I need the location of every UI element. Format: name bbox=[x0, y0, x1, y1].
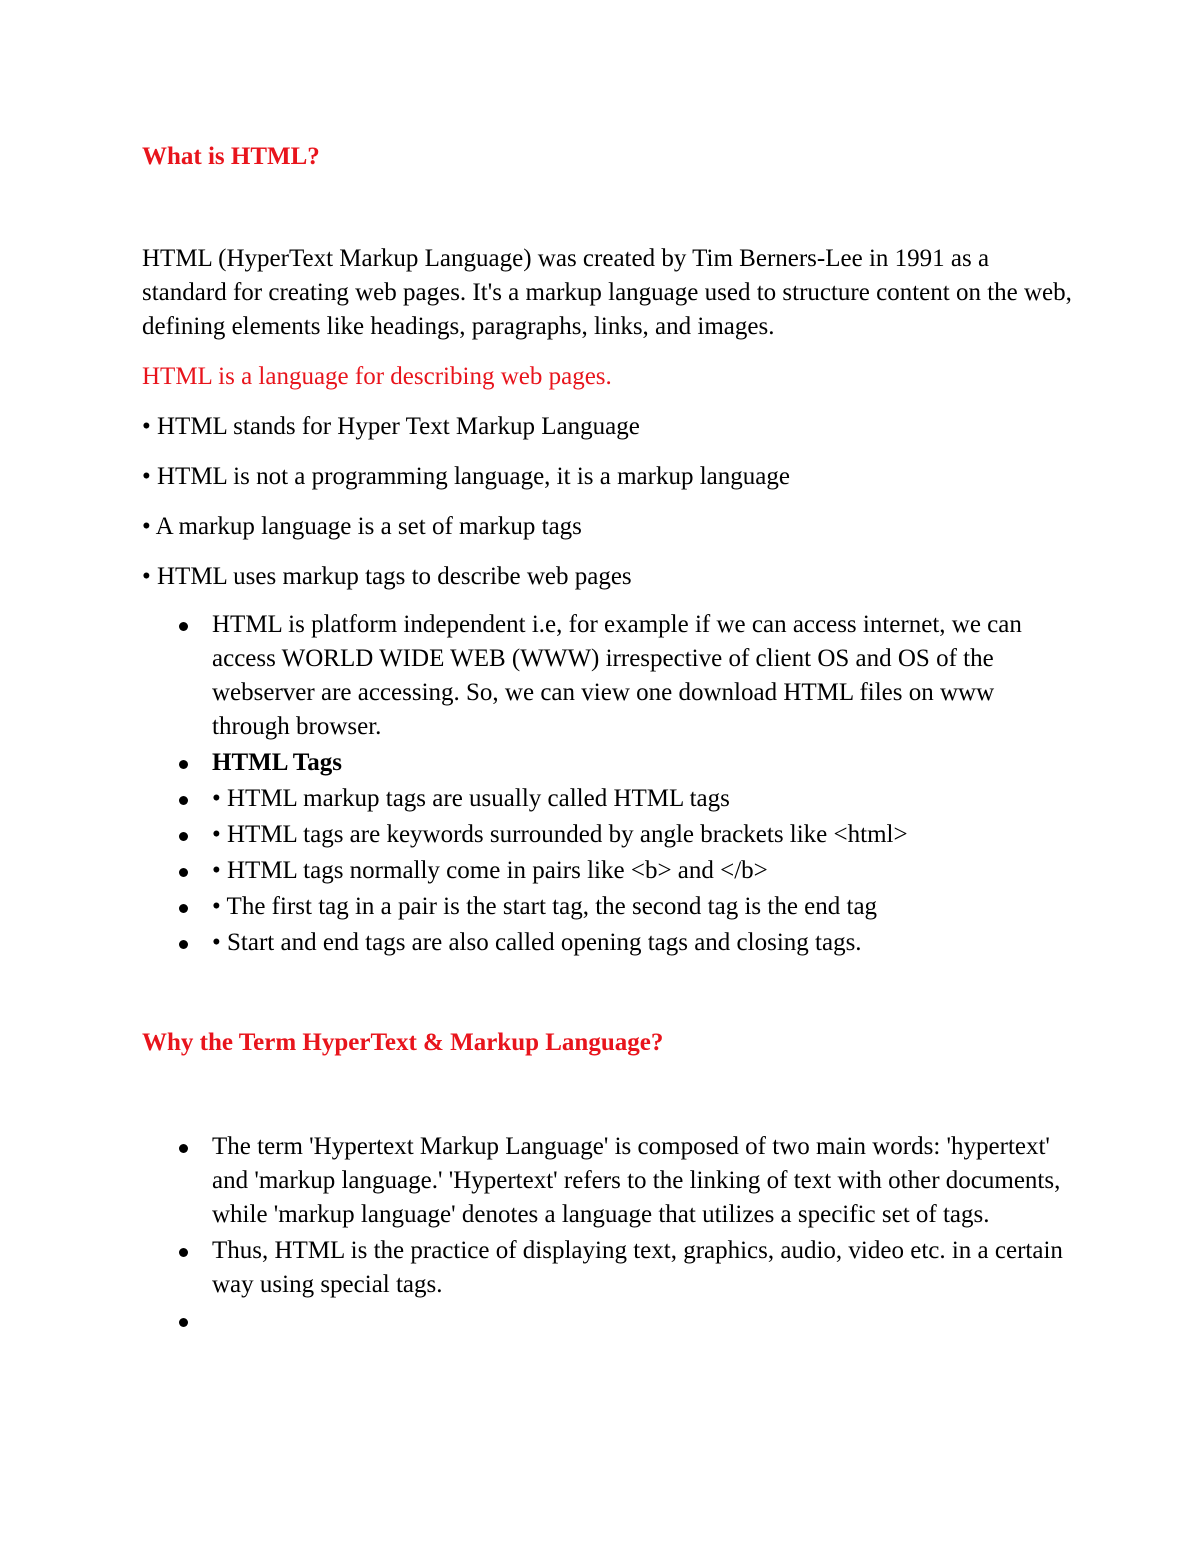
list-item-text: HTML Tags bbox=[212, 749, 342, 776]
list-item-text: • HTML tags are keywords surrounded by angle brackets like <html> bbox=[212, 821, 908, 848]
intro-paragraph: HTML (HyperText Markup Language) was created by Tim Berners-Lee in 1991 as a standard for creating web pages. It's a markup language used to structure content on the web, defining elements like headings, paragraphs, links, and images. bbox=[142, 245, 1072, 340]
list-item bbox=[212, 746, 1072, 780]
bullet-dot-icon bbox=[179, 904, 188, 913]
bullet-line: • HTML uses markup tags to describe web pages bbox=[142, 563, 632, 590]
section-heading-why-the-term: Why the Term HyperText & Markup Language? bbox=[142, 1029, 664, 1056]
bullet-dot-icon bbox=[179, 1248, 188, 1257]
list-item bbox=[212, 608, 1072, 744]
list-item-text: The term 'Hypertext Markup Language' is composed of two main words: 'hypertext' and 'markup language.' 'Hypertext' refers to the linking of text with other documents, while 'markup language' denotes a language that utilizes a specific set of tags. bbox=[212, 1133, 1061, 1228]
bullet-line: • A markup language is a set of markup tags bbox=[142, 513, 582, 540]
bullet-list-term-explanation bbox=[142, 1130, 1072, 1338]
list-item-text: HTML is platform independent i.e, for example if we can access internet, we can access WORLD WIDE WEB (WWW) irrespective of client OS and OS of the webserver are accessing. So, we can view one download HTML files on www through browser. bbox=[212, 611, 1022, 740]
list-item-text: • HTML tags normally come in pairs like <b> and </b> bbox=[212, 857, 768, 884]
bullet-dot-icon bbox=[179, 1144, 188, 1153]
bullet-dot-icon bbox=[179, 940, 188, 949]
list-item bbox=[212, 854, 1072, 888]
bullet-dot-icon bbox=[179, 796, 188, 805]
list-item bbox=[212, 1130, 1072, 1232]
section-heading-what-is-html: What is HTML? bbox=[142, 143, 320, 170]
bullet-list-html-facts bbox=[142, 608, 1072, 960]
bullet-dot-icon bbox=[179, 832, 188, 841]
list-item bbox=[212, 890, 1072, 924]
bullet-line: • HTML is not a programming language, it is a markup language bbox=[142, 463, 790, 490]
red-definition-line: HTML is a language for describing web pages. bbox=[142, 363, 612, 390]
bullet-dot-icon bbox=[179, 868, 188, 877]
bullet-dot-icon bbox=[179, 622, 188, 631]
bullet-dot-icon bbox=[179, 1318, 188, 1327]
document-body bbox=[142, 140, 1072, 1340]
list-item bbox=[212, 1234, 1072, 1302]
list-item-text: • Start and end tags are also called opening tags and closing tags. bbox=[212, 929, 862, 956]
list-item bbox=[212, 926, 1072, 960]
list-item-text: • HTML markup tags are usually called HTML tags bbox=[212, 785, 730, 812]
bullet-line: • HTML stands for Hyper Text Markup Language bbox=[142, 413, 640, 440]
bullet-dot-icon bbox=[179, 760, 188, 769]
list-item bbox=[212, 782, 1072, 816]
list-item-text: • The first tag in a pair is the start tag, the second tag is the end tag bbox=[212, 893, 878, 920]
list-item-empty bbox=[212, 1304, 1072, 1338]
list-item bbox=[212, 818, 1072, 852]
list-item-text: Thus, HTML is the practice of displaying text, graphics, audio, video etc. in a certain way using special tags. bbox=[212, 1237, 1063, 1298]
